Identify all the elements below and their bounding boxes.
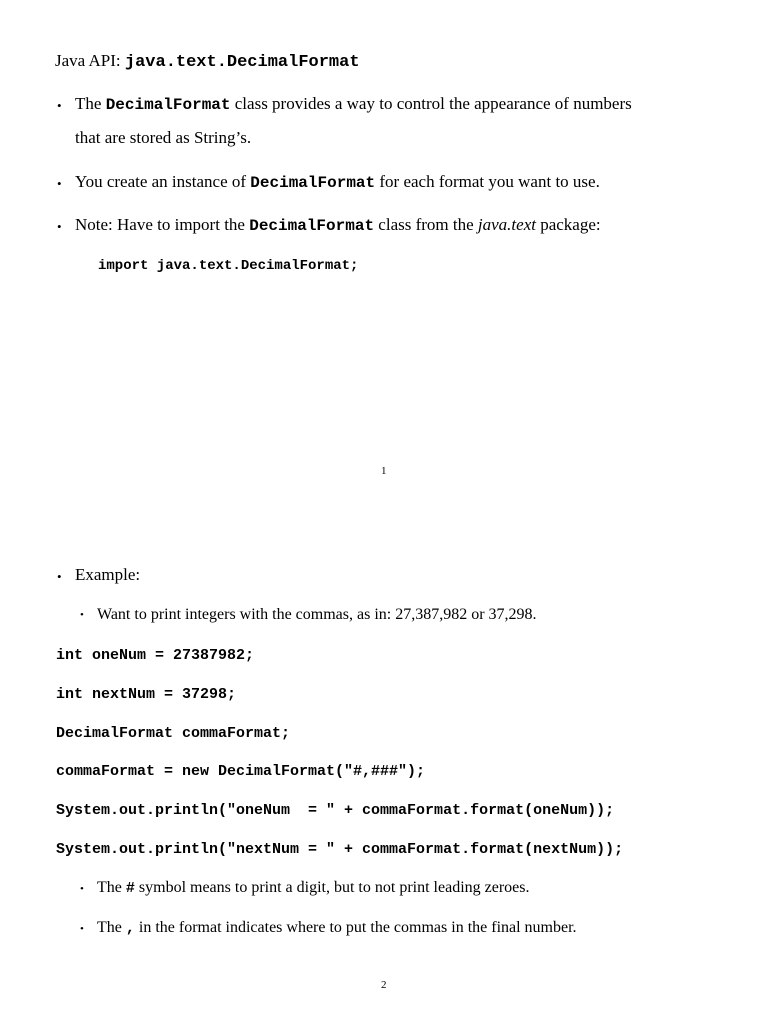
page-number-1: 1 xyxy=(381,465,387,477)
bullet-marker-1: • xyxy=(57,98,62,113)
sub-bullet1-text: Want to print integers with the commas, as in: 27,387,982 or 37,298. xyxy=(97,606,537,623)
sub-bullet2-text: The # symbol means to print a digit, but to not print leading zeroes. xyxy=(97,879,530,897)
bullet1-line1: The DecimalFormat class provides a way to control the appearance of numbers xyxy=(75,94,632,114)
bullet1-code: DecimalFormat xyxy=(105,96,231,114)
example-label: Example: xyxy=(75,565,141,584)
bullet2-code: DecimalFormat xyxy=(250,174,376,192)
code-line-5: System.out.println("oneNum = " + commaFormat.format(oneNum)); xyxy=(56,802,615,819)
page1-title xyxy=(55,51,360,72)
title-code: java.text.DecimalFormat xyxy=(124,53,360,72)
code-line-2: int nextNum = 37298; xyxy=(56,686,237,703)
bullet3-code: DecimalFormat xyxy=(249,217,375,235)
title-prefix: Java API: xyxy=(55,51,125,70)
bullet-marker-example: • xyxy=(57,569,62,584)
bullet3-line: Note: Have to import the DecimalFormat class from the java.text package: xyxy=(75,215,601,235)
comma-symbol: , xyxy=(125,920,135,937)
bullet1-line2: that are stored as String’s. xyxy=(75,128,252,147)
hash-symbol: # xyxy=(125,880,135,897)
import-statement: import java.text.DecimalFormat; xyxy=(98,258,359,274)
bullet-marker-3: • xyxy=(57,219,62,234)
code-line-6: System.out.println("nextNum = " + commaFormat.format(nextNum)); xyxy=(56,841,624,858)
bullet2-line: You create an instance of DecimalFormat for each format you want to use. xyxy=(75,172,600,192)
code-line-4: commaFormat = new DecimalFormat("#,###"); xyxy=(56,763,426,780)
sub-bullet-marker-1: • xyxy=(80,609,84,621)
code-line-1: int oneNum = 27387982; xyxy=(56,647,255,664)
page-number-2: 2 xyxy=(381,979,387,991)
code-line-3: DecimalFormat commaFormat; xyxy=(56,725,291,742)
sub-bullet-marker-2: • xyxy=(80,883,84,895)
sub-bullet-marker-3: • xyxy=(80,923,84,935)
sub-bullet3-text: The , in the format indicates where to put the commas in the final number. xyxy=(97,919,577,937)
bullet3-package: java.text xyxy=(477,215,536,234)
bullet-marker-2: • xyxy=(57,176,62,191)
